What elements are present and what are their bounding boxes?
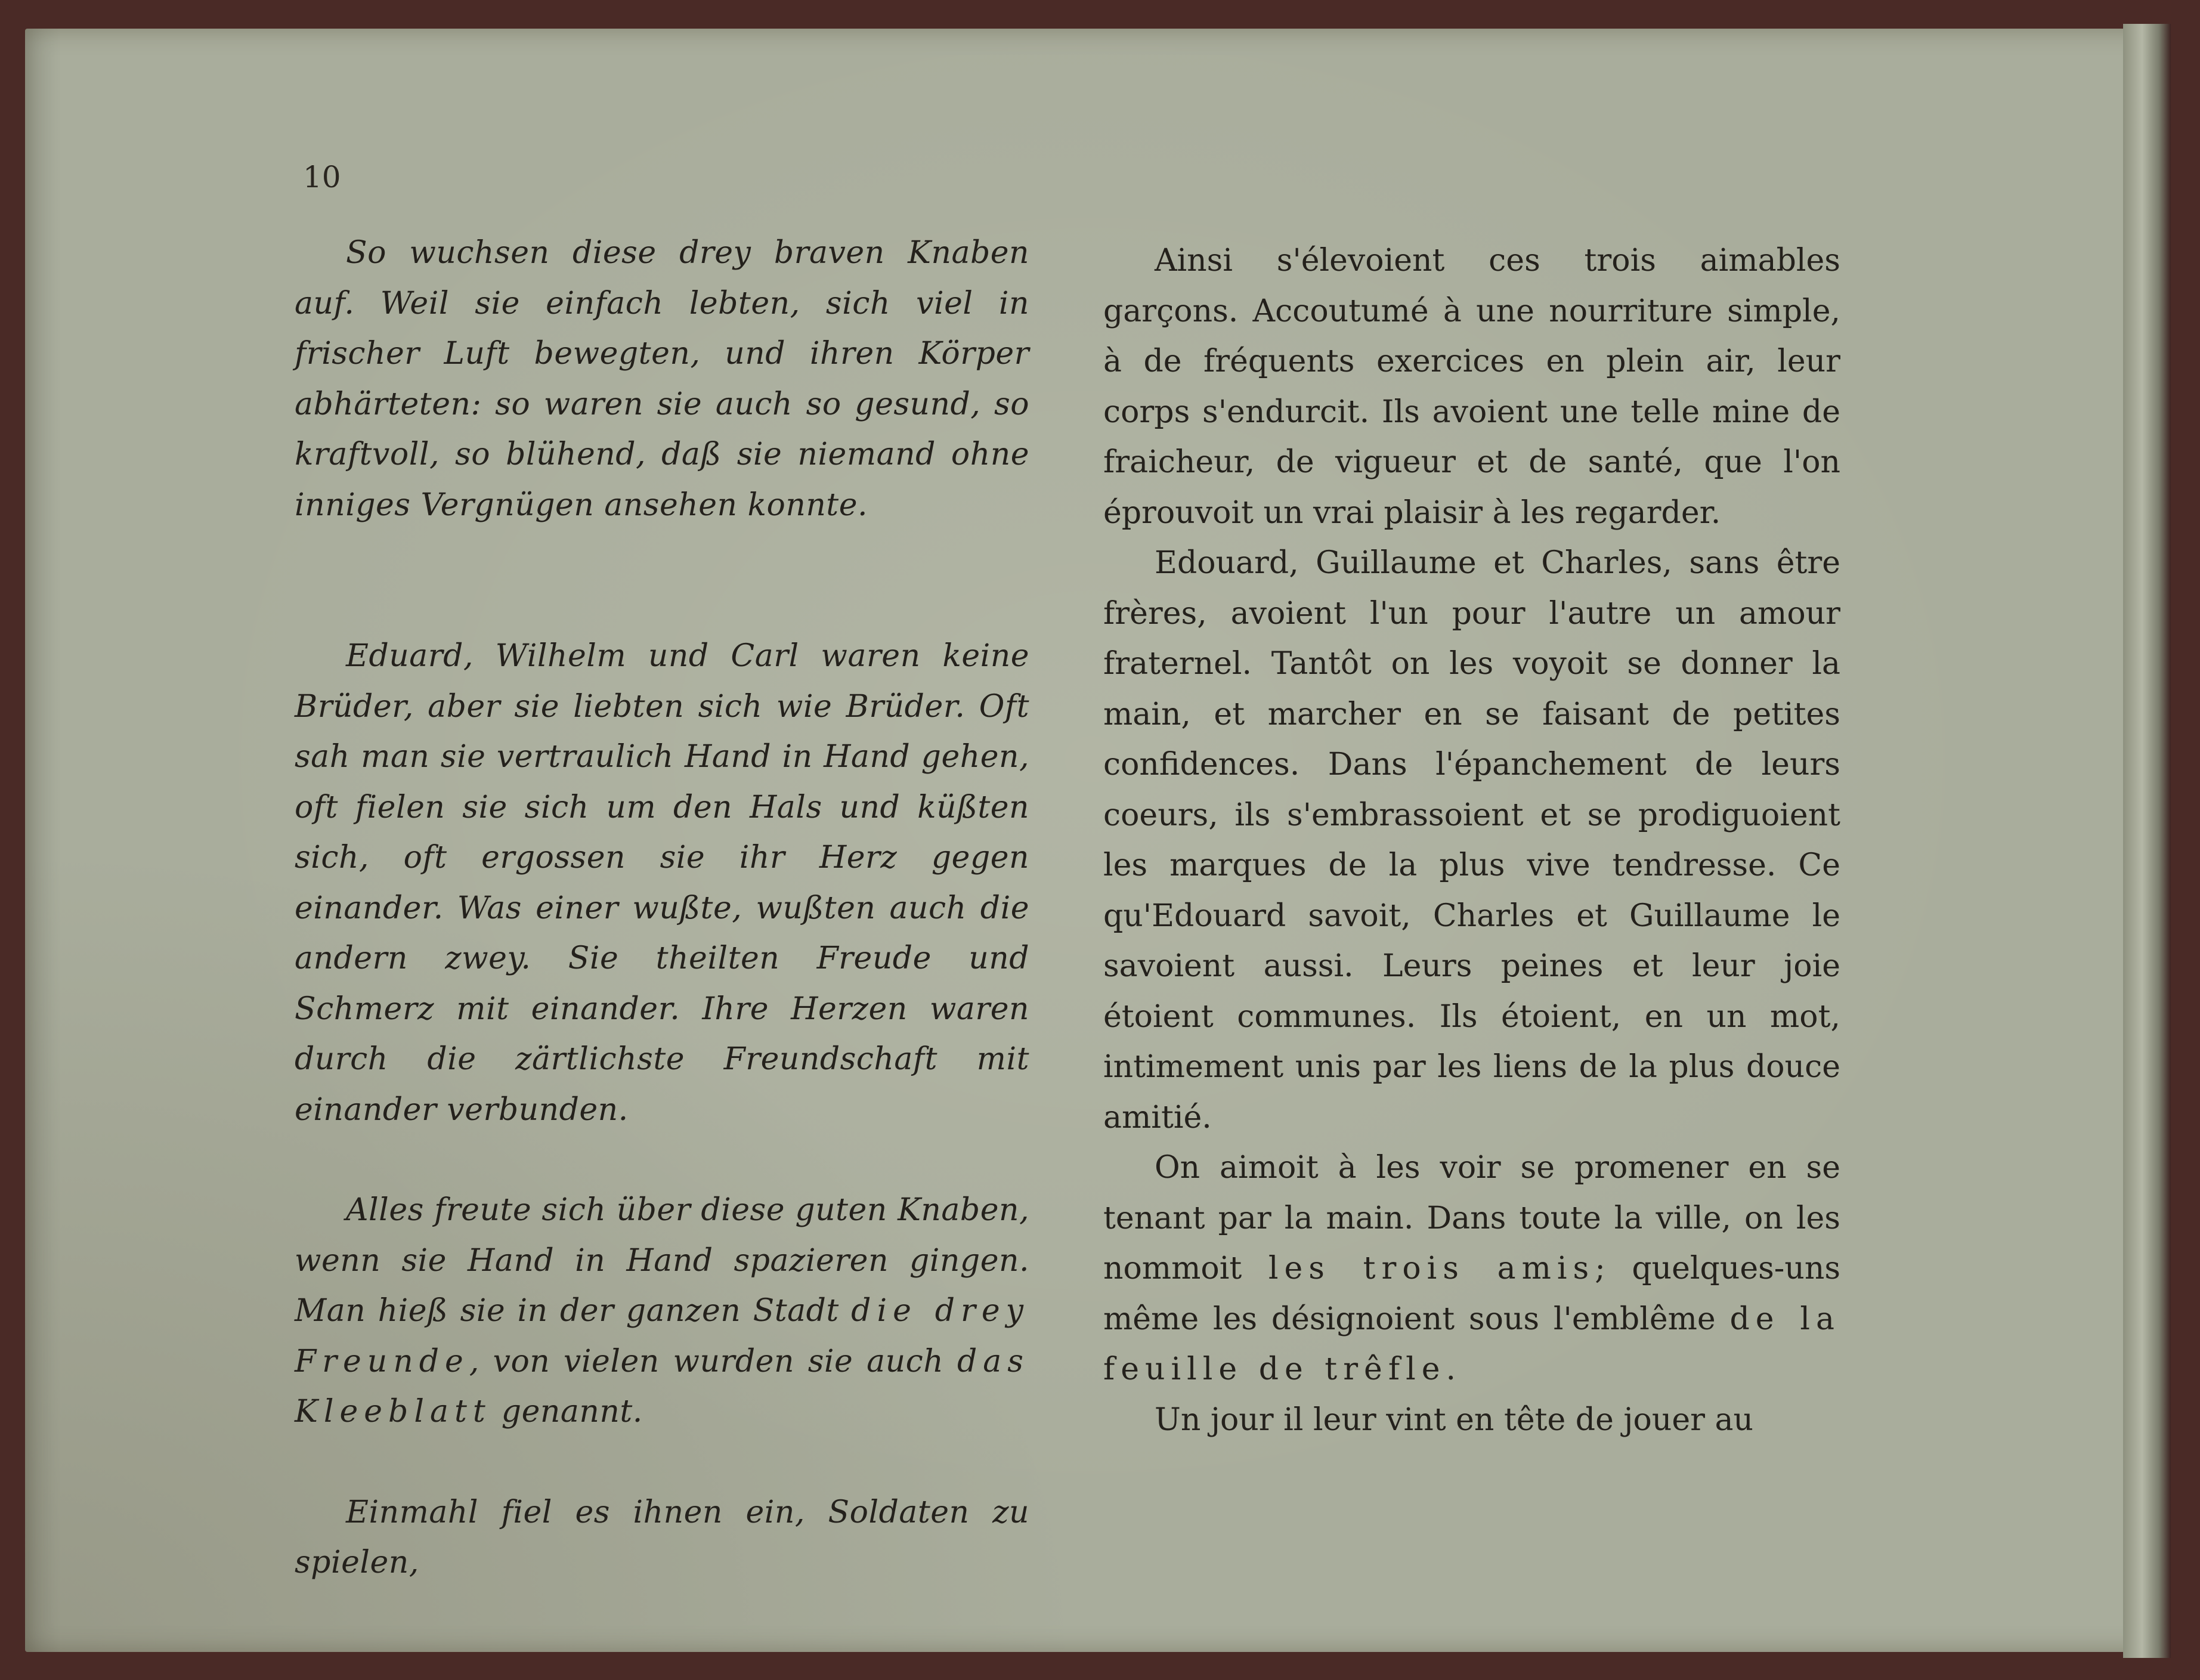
- german-paragraph-4: Einmahl fiel es ihnen ein, Soldaten zu spielen,: [295, 1494, 1029, 1580]
- german-paragraph-2: Eduard, Wilhelm und Carl waren keine Brüder, aber sie liebten sich wie Brüder. Oft sah man sie vertraulich Hand in Hand gehen, oft fielen sie sich um den Hals und küßten sich, oft ergossen sie ihr Herz gegen einander. Was einer wußte, wußten auch die andern zwey. Sie theilten Freude und Schmerz mit einander. Ihre Herzen waren durch die zärtlichste Freundschaft mit einander verbunden.: [295, 638, 1029, 1128]
- german-paragraph-3-text-after: genannt.: [501, 1394, 643, 1430]
- french-paragraph-3-text-before: On aimoit à les voir se promener en se tenant par la main. Dans toute la ville, on les nommoit: [1103, 1150, 1840, 1286]
- french-paragraph-2: Edouard, Guillaume et Charles, sans être frères, avoient l'un pour l'autre un amour fraternel. Tantôt on les voyoit se donner la main, et marcher en se faisant de petites confidences. Dans l'épanchement de leurs coeurs, ils s'embrassoient et se prodiguoient les marques de la plus vive tendresse. Ce qu'Edouard savoit, Charles et Guillaume le savoient aussi. Leurs peines et leur joie étoient communes. Ils étoient, en un mot, intimement unis par les liens de la plus douce amitié.: [1103, 545, 1840, 1136]
- french-paragraph-3: [1103, 1143, 1840, 1395]
- french-paragraph-1: Ainsi s'élevoient ces trois aimables garçons. Accoutumé à une nourriture simple, à de fréquents exercices en plein air, leur corps s'endurcit. Ils avoient une telle mine de fraicheur, de vigueur et de santé, que l'on éprouvoit un vrai plaisir à les regarder.: [1103, 243, 1840, 531]
- page-number: 10: [303, 160, 341, 194]
- german-column: [295, 228, 1029, 1588]
- german-spaced-term-das-kleeblatt: das Kleeblatt: [295, 1343, 1029, 1430]
- german-paragraph-1: So wuchsen diese drey braven Knaben auf. Weil sie einfach lebten, sich viel in frischer Luft bewegten, und ihren Körper abhärteten: so waren sie auch so gesund, so kraftvoll, so blühend, daß sie niemand ohne inniges Vergnügen ansehen konnte.: [295, 235, 1029, 523]
- book-gutter: [2123, 24, 2171, 1658]
- french-spaced-term-les-trois-amis: les trois amis: [1268, 1251, 1595, 1286]
- german-spaced-term-die-drey-freunde: die drey Freunde: [295, 1293, 1029, 1379]
- german-paragraph-3-text-middle: , von vielen wurden sie auch: [469, 1343, 944, 1379]
- french-spaced-term-feuille-de-trefle: de la feuille de trêfle: [1103, 1301, 1840, 1387]
- german-paragraph-3: [295, 1185, 1029, 1437]
- german-paragraph-3-text-before: Alles freute sich über diese guten Knaben, wenn sie Hand in Hand spazieren gingen. Man hieß sie in der ganzen Stadt: [295, 1192, 1029, 1329]
- french-column: [1103, 236, 1840, 1445]
- french-paragraph-4: Un jour il leur vint en tête de jouer au: [1155, 1401, 1753, 1438]
- french-paragraph-3-text-middle: ; quelques-uns même les désignoient sous l'emblême: [1103, 1251, 1841, 1337]
- french-paragraph-3-text-after: .: [1446, 1351, 1456, 1387]
